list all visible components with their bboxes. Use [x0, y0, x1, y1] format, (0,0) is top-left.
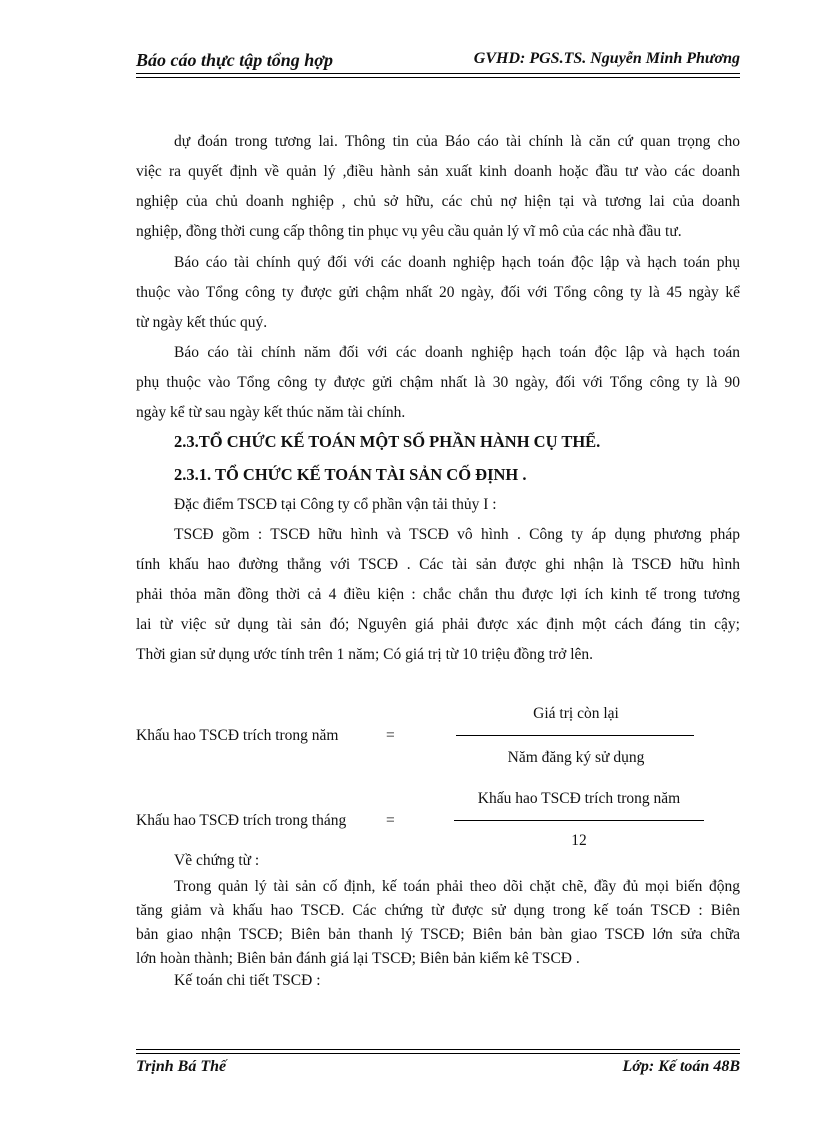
formula-label: Khấu hao TSCĐ trích trong tháng	[136, 812, 347, 829]
page-footer	[136, 1058, 740, 1076]
equals-sign: =	[386, 812, 395, 829]
text-line: thuộc vào Tổng công ty được gửi chậm nhất 20 ngày, đối với Tổng công ty là 45 ngày kể	[136, 284, 740, 301]
formula-annual-depreciation	[136, 705, 740, 775]
section-heading: 2.3.TỔ CHỨC KẾ TOÁN MỘT SỐ PHẦN HÀNH CỤ THỂ.	[174, 432, 601, 451]
detail-accounting	[136, 969, 740, 993]
text-line: Trong quản lý tài sản cố định, kế toán phải theo dõi chặt chẽ, đầy đủ mọi biến động	[174, 878, 740, 895]
text-line: Kế toán chi tiết TSCĐ :	[174, 972, 321, 989]
formula-numerator: Khấu hao TSCĐ trích trong năm	[477, 790, 681, 807]
text-line: Báo cáo tài chính quý đối với các doanh nghiệp hạch toán độc lập và hạch toán phụ	[174, 254, 740, 271]
footer-author: Trịnh Bá Thế	[136, 1058, 227, 1075]
header-supervisor: GVHD: PGS.TS. Nguyễn Minh Phương	[473, 50, 740, 67]
text-line: Đặc điểm TSCĐ tại Công ty cổ phần vận tải thủy I :	[174, 496, 497, 513]
equals-sign: =	[386, 727, 395, 744]
text-line: tính khấu hao đường thẳng với TSCĐ . Các tài sản được ghi nhận là TSCĐ hữu hình	[136, 556, 740, 573]
formula-denominator: Năm đăng ký sử dụng	[507, 749, 645, 766]
header-rule	[136, 73, 740, 74]
text-line: Về chứng từ :	[174, 852, 260, 869]
formula-label: Khấu hao TSCĐ trích trong năm	[136, 727, 339, 744]
footer-rule-thin	[136, 1053, 740, 1054]
footer-class: Lớp: Kế toán 48B	[622, 1058, 740, 1075]
text-line: phụ thuộc vào Tổng công ty được gửi chậm nhất là 30 ngày, đối với Tổng công ty là 90	[136, 374, 740, 391]
header-title: Báo cáo thực tập tổng hợp	[136, 50, 333, 70]
text-line: bản giao nhận TSCĐ; Biên bản thanh lý TSCĐ; Biên bản bàn giao TSCĐ lớn sửa chữa	[136, 926, 740, 943]
fraction-bar	[454, 820, 704, 821]
text-line: nghiệp, đồng thời cung cấp thông tin phục vụ yêu cầu quản lý vĩ mô của các nhà đầu tư.	[136, 223, 682, 240]
text-line: phải thỏa mãn đồng thời cả 4 điều kiện : chắc chắn thu được lợi ích kinh tế trong tương	[136, 586, 740, 603]
tscd-intro	[136, 490, 740, 520]
text-line: lai từ việc sử dụng tài sản đó; Nguyên giá phải được xác định một cách đáng tin cậy;	[136, 616, 740, 633]
vouchers-title	[136, 847, 740, 875]
text-line: lớn hoàn thành; Biên bản đánh giá lại TSCĐ; Biên bản kiểm kê TSCĐ .	[136, 950, 580, 967]
text-line: việc ra quyết định về quản lý ,điều hành sản xuất kinh doanh hoặc đầu tư vào các doanh	[136, 163, 740, 180]
text-line: từ ngày kết thúc quý.	[136, 314, 268, 331]
paragraph-tscd	[136, 520, 740, 670]
paragraph-quarterly-report	[136, 248, 740, 338]
footer-rule	[136, 1049, 740, 1050]
paragraph-annual-report	[136, 338, 740, 428]
header-rule-thin	[136, 77, 740, 78]
text-line: ngày kể từ sau ngày kết thúc năm tài chính.	[136, 404, 406, 421]
text-line: Thời gian sử dụng ước tính trên 1 năm; Có giá trị từ 10 triệu đồng trở lên.	[136, 646, 594, 663]
text-line: TSCĐ gồm : TSCĐ hữu hình và TSCĐ vô hình . Công ty áp dụng phương pháp	[174, 526, 740, 543]
paragraph-vouchers	[136, 875, 740, 971]
paragraph-reports-purpose	[136, 127, 740, 247]
page-header	[136, 50, 740, 71]
subsection-heading: 2.3.1. TỔ CHỨC KẾ TOÁN TÀI SẢN CỐ ĐỊNH .	[174, 465, 527, 484]
formula-numerator: Giá trị còn lại	[533, 705, 619, 722]
text-line: Báo cáo tài chính năm đối với các doanh nghiệp hạch toán độc lập và hạch toán	[174, 344, 740, 361]
fraction-bar	[456, 735, 694, 736]
formula-denominator: 12	[571, 832, 587, 849]
text-line: nghiệp của chủ doanh nghiệp , chủ sở hữu, các chủ nợ hiện tại và tương lai của doanh	[136, 193, 740, 210]
text-line: tăng giảm và khấu hao TSCĐ. Các chứng từ được sử dụng trong kế toán TSCĐ : Biên	[136, 902, 740, 919]
text-line: dự đoán trong tương lai. Thông tin của Báo cáo tài chính là căn cứ quan trọng cho	[174, 133, 740, 150]
